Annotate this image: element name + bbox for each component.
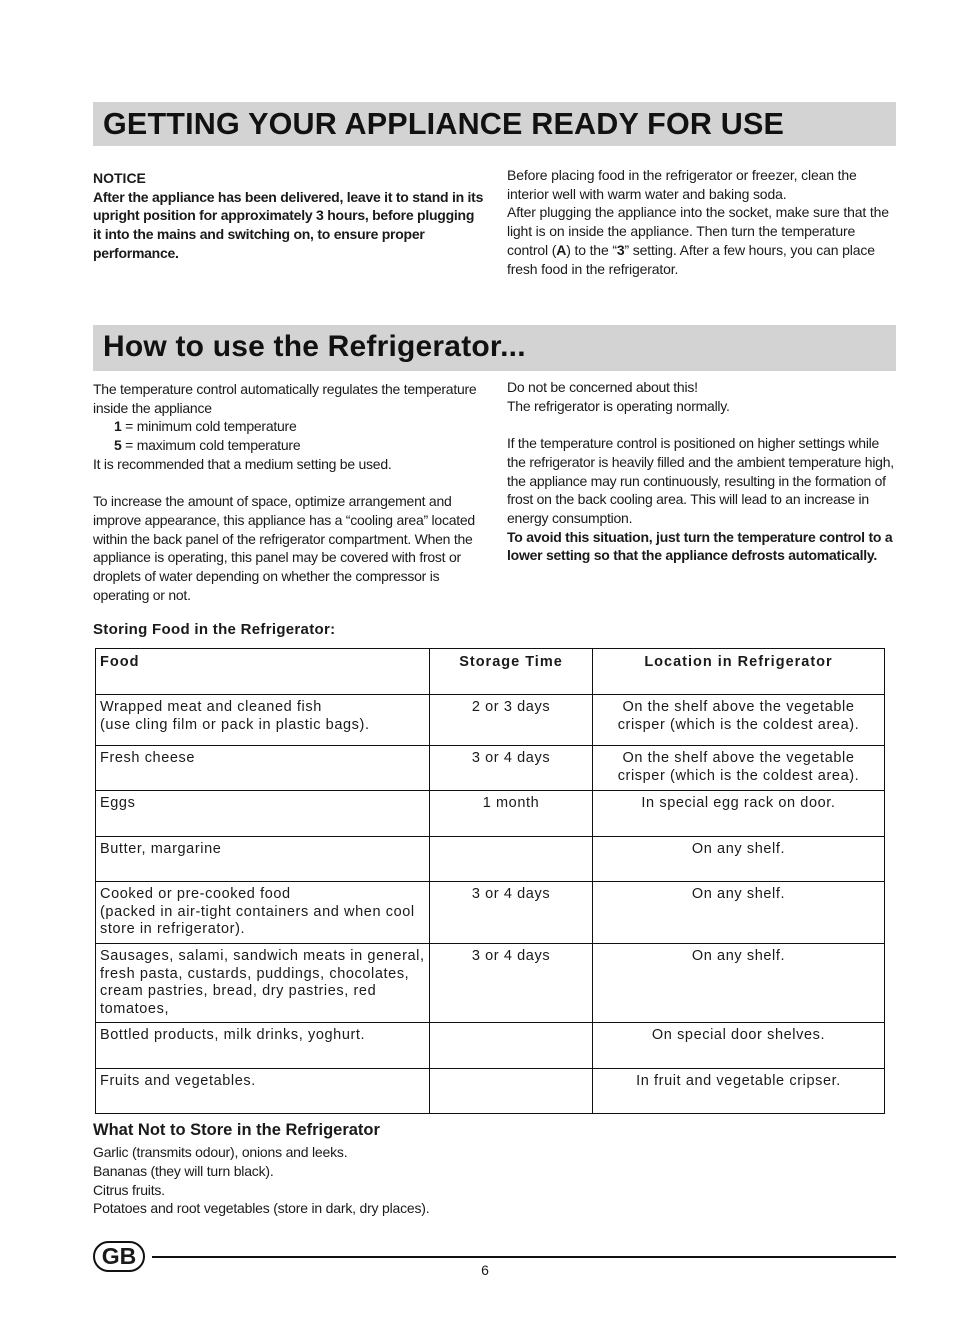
continuous-running-paragraph: If the temperature control is positioned on higher settings while the refrigerator is heavily filled and the ambient temperature high, the appliance may run continuously, resulting in the formation of frost on the back cooling area. This will lead to an increase in energy consumption. bbox=[507, 435, 894, 526]
food-cell: Bottled products, milk drinks, yoghurt. bbox=[96, 1023, 430, 1069]
max-text: = maximum cold temperature bbox=[121, 437, 301, 454]
table-row bbox=[96, 695, 885, 746]
storing-food-title: Storing Food in the Refrigerator: bbox=[93, 621, 336, 638]
location-cell: On any shelf. bbox=[593, 944, 885, 1023]
header-food: Food bbox=[96, 649, 430, 695]
list-item: Garlic (transmits odour), onions and leeks. bbox=[93, 1144, 348, 1160]
location-cell: On any shelf. bbox=[593, 837, 885, 882]
temp-intro: The temperature control automatically regulates the temperature inside the appliance bbox=[93, 381, 477, 416]
setting-number: 3 bbox=[616, 241, 625, 258]
section-title-use: How to use the Refrigerator... bbox=[103, 330, 526, 363]
food-cell: Eggs bbox=[96, 791, 430, 837]
ready-instructions bbox=[507, 166, 897, 278]
defrost-advice: To avoid this situation, just turn the temperature control to a lower setting so that the appliance defrosts automatically. bbox=[507, 528, 893, 564]
reassurance-line: Do not be concerned about this! bbox=[507, 379, 698, 395]
not-store-list bbox=[93, 1143, 429, 1218]
list-item: Citrus fruits. bbox=[93, 1181, 165, 1198]
location-cell: On special door shelves. bbox=[593, 1023, 885, 1069]
food-cell: Butter, margarine bbox=[96, 837, 430, 882]
cooling-area-paragraph: To increase the amount of space, optimize arrangement and improve appearance, this appliance has a “cooling area” located within the back panel of the refrigerator compartment. When the appliance is operating, this panel may be covered with frost or droplets of water depending on whether the compressor is operating or not. bbox=[93, 493, 475, 603]
notice-body: After the appliance has been delivered, leave it to stand in its upright position for approximately 3 hours, before plugging it into the mains and switching on, to ensure proper performance. bbox=[93, 188, 484, 261]
table-row bbox=[96, 746, 885, 791]
location-cell: On the shelf above the vegetable crisper (which is the coldest area). bbox=[593, 746, 885, 791]
time-cell: 3 or 4 days bbox=[430, 882, 593, 944]
list-item: Bananas (they will turn black). bbox=[93, 1162, 274, 1179]
startup-paragraph bbox=[507, 203, 897, 278]
time-cell: 3 or 4 days bbox=[430, 746, 593, 791]
notice-block bbox=[93, 169, 485, 263]
storage-table bbox=[95, 648, 885, 1114]
cleaning-paragraph: Before placing food in the refrigerator or freezer, clean the interior well with warm water and baking soda. bbox=[507, 167, 857, 202]
food-cell: Fresh cheese bbox=[96, 746, 430, 791]
location-cell: In special egg rack on door. bbox=[593, 791, 885, 837]
time-cell bbox=[430, 1069, 593, 1114]
startup-text-a: After plugging the appliance into the socket, make sure that the light is on inside the appliance. Then turn the temperature control ( bbox=[507, 204, 889, 258]
footer-rule bbox=[152, 1256, 896, 1258]
food-cell: Cooked or pre-cooked food (packed in air-tight containers and when cool store in refrigerator). bbox=[96, 882, 430, 944]
food-cell: Fruits and vegetables. bbox=[96, 1069, 430, 1114]
temperature-control-text bbox=[93, 380, 485, 604]
normal-operation-line: The refrigerator is operating normally. bbox=[507, 397, 730, 414]
section-title-ready: GETTING YOUR APPLIANCE READY FOR USE bbox=[103, 107, 785, 141]
operating-notes bbox=[507, 378, 897, 565]
list-item: Potatoes and root vegetables (store in dark, dry places). bbox=[93, 1200, 430, 1217]
notice-heading: NOTICE bbox=[93, 170, 146, 186]
language-badge: GB bbox=[93, 1241, 145, 1272]
page-number: 6 bbox=[481, 1262, 489, 1278]
min-setting bbox=[93, 417, 485, 436]
time-cell: 3 or 4 days bbox=[430, 944, 593, 1023]
time-cell: 1 month bbox=[430, 791, 593, 837]
time-cell bbox=[430, 837, 593, 882]
food-cell: Sausages, salami, sandwich meats in general, fresh pasta, custards, puddings, chocolates, cream pastries, bread, dry pastries, red tomatoes, bbox=[96, 944, 430, 1023]
table-row bbox=[96, 837, 885, 882]
max-setting bbox=[93, 436, 485, 455]
table-row bbox=[96, 882, 885, 944]
food-cell: Wrapped meat and cleaned fish (use cling film or pack in plastic bags). bbox=[96, 695, 430, 746]
table-row bbox=[96, 791, 885, 837]
startup-text-b: ) to the “ bbox=[566, 241, 617, 258]
recommendation: It is recommended that a medium setting be used. bbox=[93, 455, 392, 472]
header-storage-time: Storage Time bbox=[430, 649, 593, 695]
location-cell: On any shelf. bbox=[593, 882, 885, 944]
section-banner-ready bbox=[93, 102, 896, 146]
min-number: 1 bbox=[114, 418, 122, 435]
table-row bbox=[96, 1023, 885, 1069]
location-cell: In fruit and vegetable cripser. bbox=[593, 1069, 885, 1114]
min-text: = minimum cold temperature bbox=[121, 418, 297, 435]
table-row bbox=[96, 944, 885, 1023]
table-row bbox=[96, 1069, 885, 1114]
header-location: Location in Refrigerator bbox=[593, 649, 885, 695]
control-letter: A bbox=[556, 241, 567, 258]
section-banner-use bbox=[93, 325, 896, 371]
table-header-row bbox=[96, 649, 885, 695]
startup-text-c: ” setting. After a few hours, you can place fresh food in the refrigerator. bbox=[507, 241, 875, 277]
time-cell: 2 or 3 days bbox=[430, 695, 593, 746]
max-number: 5 bbox=[114, 437, 122, 454]
location-cell: On the shelf above the vegetable crisper (which is the coldest area). bbox=[593, 695, 885, 746]
not-store-title: What Not to Store in the Refrigerator bbox=[93, 1121, 380, 1139]
time-cell bbox=[430, 1023, 593, 1069]
